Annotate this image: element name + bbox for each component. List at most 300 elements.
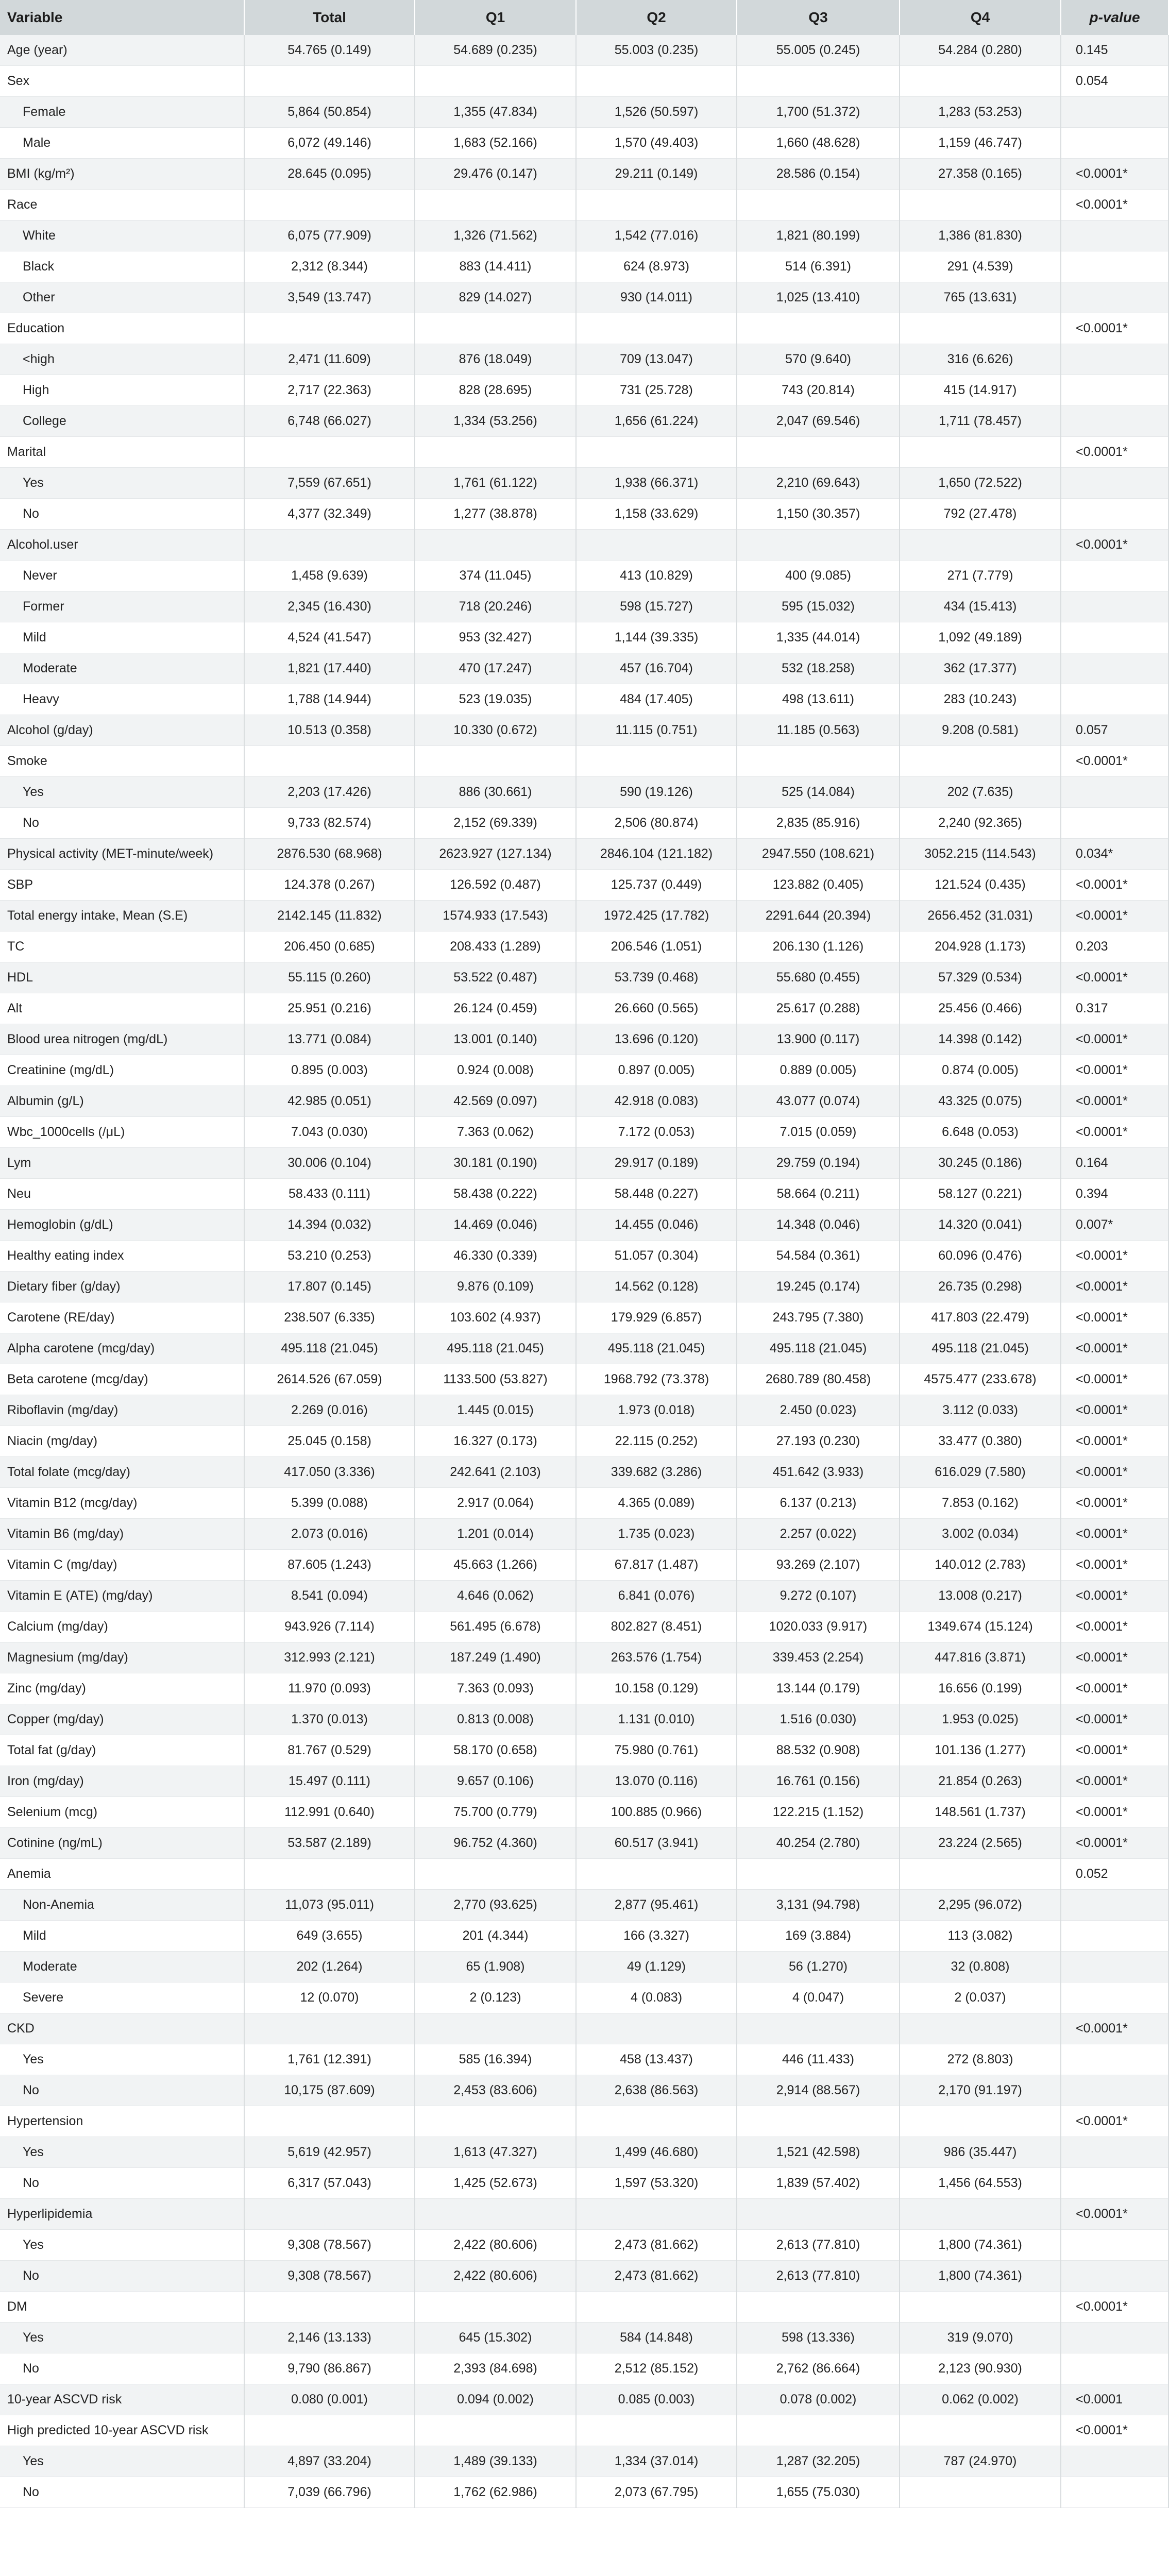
cell-total: 2,471 (11.609)	[244, 344, 415, 375]
cell-q4: 765 (13.631)	[900, 282, 1061, 313]
table-row	[0, 808, 1168, 839]
cell-q2: 14.562 (0.128)	[576, 1272, 737, 1302]
cell-p-value: <0.0001*	[1061, 1024, 1168, 1055]
cell-q3: 25.617 (0.288)	[737, 993, 900, 1024]
cell-total: 81.767 (0.529)	[244, 1735, 415, 1766]
cell-variable: Non-Anemia	[0, 1890, 244, 1921]
cell-variable: CKD	[0, 2013, 244, 2044]
cell-q3: 54.584 (0.361)	[737, 1241, 900, 1272]
cell-p-value: <0.0001*	[1061, 1828, 1168, 1859]
cell-variable: Severe	[0, 1982, 244, 2013]
cell-q3	[737, 746, 900, 777]
cell-q3: 595 (15.032)	[737, 591, 900, 622]
cell-p-value: <0.0001*	[1061, 1333, 1168, 1364]
cell-p-value	[1061, 1890, 1168, 1921]
cell-q1	[415, 66, 576, 97]
cell-p-value	[1061, 128, 1168, 159]
cell-q4	[900, 437, 1061, 468]
cell-q4: 2 (0.037)	[900, 1982, 1061, 2013]
table-row	[0, 2230, 1168, 2261]
cell-q3: 29.759 (0.194)	[737, 1148, 900, 1179]
cell-q4: 14.398 (0.142)	[900, 1024, 1061, 1055]
table-row	[0, 962, 1168, 993]
cell-p-value: <0.0001*	[1061, 2415, 1168, 2446]
cell-q4: 3.002 (0.034)	[900, 1519, 1061, 1550]
cell-q2: 1,144 (39.335)	[576, 622, 737, 653]
cell-p-value: 0.145	[1061, 35, 1168, 66]
cell-q1: 187.249 (1.490)	[415, 1642, 576, 1673]
cell-total: 1,458 (9.639)	[244, 561, 415, 591]
cell-q1: 561.495 (6.678)	[415, 1612, 576, 1642]
cell-variable: Moderate	[0, 653, 244, 684]
cell-variable: Copper (mg/day)	[0, 1704, 244, 1735]
cell-variable: TC	[0, 931, 244, 962]
cell-q2: 1972.425 (17.782)	[576, 901, 737, 931]
cell-q1: 1,613 (47.327)	[415, 2137, 576, 2168]
cell-p-value: 0.052	[1061, 1859, 1168, 1890]
cell-q2: 7.172 (0.053)	[576, 1117, 737, 1148]
cell-p-value	[1061, 2477, 1168, 2508]
cell-p-value: <0.0001*	[1061, 159, 1168, 190]
cell-variable: Sex	[0, 66, 244, 97]
cell-q1: 16.327 (0.173)	[415, 1426, 576, 1457]
cell-variable: Wbc_1000cells (/μL)	[0, 1117, 244, 1148]
cell-q2: 1,158 (33.629)	[576, 499, 737, 530]
cell-variable: No	[0, 2168, 244, 2199]
cell-variable: Age (year)	[0, 35, 244, 66]
cell-total: 3,549 (13.747)	[244, 282, 415, 313]
cell-q3: 1,287 (32.205)	[737, 2446, 900, 2477]
cell-q3: 2,914 (88.567)	[737, 2075, 900, 2106]
cell-q4: 2,123 (90.930)	[900, 2353, 1061, 2384]
cell-p-value	[1061, 1921, 1168, 1952]
cell-q4: 787 (24.970)	[900, 2446, 1061, 2477]
cell-total: 2.073 (0.016)	[244, 1519, 415, 1550]
cell-q2: 2,638 (86.563)	[576, 2075, 737, 2106]
cell-q1: 470 (17.247)	[415, 653, 576, 684]
cell-q4	[900, 190, 1061, 221]
table-row	[0, 2261, 1168, 2292]
cell-q1: 2623.927 (127.134)	[415, 839, 576, 870]
cell-p-value	[1061, 622, 1168, 653]
cell-p-value	[1061, 653, 1168, 684]
cell-total	[244, 2415, 415, 2446]
cell-q4	[900, 1859, 1061, 1890]
cell-q1	[415, 437, 576, 468]
cell-q2: 26.660 (0.565)	[576, 993, 737, 1024]
cell-p-value: <0.0001*	[1061, 746, 1168, 777]
cell-q1: 26.124 (0.459)	[415, 993, 576, 1024]
table-row	[0, 2353, 1168, 2384]
cell-total: 7.043 (0.030)	[244, 1117, 415, 1148]
cell-total: 17.807 (0.145)	[244, 1272, 415, 1302]
cell-q3: 0.078 (0.002)	[737, 2384, 900, 2415]
cell-q3	[737, 190, 900, 221]
cell-q2: 0.897 (0.005)	[576, 1055, 737, 1086]
cell-q1: 4.646 (0.062)	[415, 1581, 576, 1612]
table-row	[0, 684, 1168, 715]
cell-total: 54.765 (0.149)	[244, 35, 415, 66]
cell-variable: Physical activity (MET-minute/week)	[0, 839, 244, 870]
table-row	[0, 2446, 1168, 2477]
cell-q2: 2846.104 (121.182)	[576, 839, 737, 870]
cell-q1: 1,489 (39.133)	[415, 2446, 576, 2477]
cell-q2: 55.003 (0.235)	[576, 35, 737, 66]
cell-p-value: <0.0001*	[1061, 870, 1168, 901]
cell-q2: 166 (3.327)	[576, 1921, 737, 1952]
cell-q4: 2,240 (92.365)	[900, 808, 1061, 839]
cell-p-value: <0.0001*	[1061, 1550, 1168, 1581]
cell-q2	[576, 2415, 737, 2446]
cell-total: 4,377 (32.349)	[244, 499, 415, 530]
cell-q3	[737, 313, 900, 344]
cell-q1: 1,761 (61.122)	[415, 468, 576, 499]
cell-q3: 2,835 (85.916)	[737, 808, 900, 839]
table-row	[0, 66, 1168, 97]
cell-q4: 58.127 (0.221)	[900, 1179, 1061, 1210]
cell-q4: 1,283 (53.253)	[900, 97, 1061, 128]
cell-q1: 65 (1.908)	[415, 1952, 576, 1982]
cell-total: 312.993 (2.121)	[244, 1642, 415, 1673]
table-row	[0, 468, 1168, 499]
cell-total: 2876.530 (68.968)	[244, 839, 415, 870]
cell-q3: 1,821 (80.199)	[737, 221, 900, 251]
cell-total	[244, 66, 415, 97]
cell-q3: 123.882 (0.405)	[737, 870, 900, 901]
cell-p-value	[1061, 2446, 1168, 2477]
cell-q1: 201 (4.344)	[415, 1921, 576, 1952]
cell-p-value	[1061, 2075, 1168, 2106]
cell-p-value: <0.0001*	[1061, 1364, 1168, 1395]
cell-q3	[737, 1859, 900, 1890]
cell-q3: 7.015 (0.059)	[737, 1117, 900, 1148]
cell-q4	[900, 530, 1061, 561]
cell-variable: Anemia	[0, 1859, 244, 1890]
cell-q2: 1,656 (61.224)	[576, 406, 737, 437]
cell-variable: Black	[0, 251, 244, 282]
cell-q3: 446 (11.433)	[737, 2044, 900, 2075]
cell-p-value: 0.317	[1061, 993, 1168, 1024]
cell-total: 14.394 (0.032)	[244, 1210, 415, 1241]
cell-q4	[900, 2415, 1061, 2446]
table-row	[0, 251, 1168, 282]
cell-q2	[576, 313, 737, 344]
cell-q4: 2,170 (91.197)	[900, 2075, 1061, 2106]
cell-q1: 585 (16.394)	[415, 2044, 576, 2075]
cell-q4	[900, 2013, 1061, 2044]
cell-variable: Education	[0, 313, 244, 344]
table-row	[0, 2292, 1168, 2323]
table-row	[0, 2415, 1168, 2446]
cell-total	[244, 530, 415, 561]
cell-p-value: <0.0001*	[1061, 1642, 1168, 1673]
cell-q3: 0.889 (0.005)	[737, 1055, 900, 1086]
cell-p-value: <0.0001*	[1061, 1581, 1168, 1612]
cell-q1: 876 (18.049)	[415, 344, 576, 375]
cell-p-value: 0.057	[1061, 715, 1168, 746]
cell-total: 9,790 (86.867)	[244, 2353, 415, 2384]
cell-q1: 9.657 (0.106)	[415, 1766, 576, 1797]
cell-q4: 0.874 (0.005)	[900, 1055, 1061, 1086]
cell-total	[244, 1859, 415, 1890]
cell-total: 30.006 (0.104)	[244, 1148, 415, 1179]
cell-total: 13.771 (0.084)	[244, 1024, 415, 1055]
cell-total: 112.991 (0.640)	[244, 1797, 415, 1828]
cell-q4: 6.648 (0.053)	[900, 1117, 1061, 1148]
cell-q2	[576, 190, 737, 221]
cell-q1: 103.602 (4.937)	[415, 1302, 576, 1333]
cell-p-value: <0.0001*	[1061, 2292, 1168, 2323]
cell-p-value: <0.0001*	[1061, 437, 1168, 468]
cell-variable: Neu	[0, 1179, 244, 1210]
cell-q4: 417.803 (22.479)	[900, 1302, 1061, 1333]
cell-q2: 179.929 (6.857)	[576, 1302, 737, 1333]
cell-q3: 570 (9.640)	[737, 344, 900, 375]
table-row	[0, 2106, 1168, 2137]
cell-q1: 58.170 (0.658)	[415, 1735, 576, 1766]
cell-total	[244, 313, 415, 344]
cell-q2	[576, 1859, 737, 1890]
cell-q1: 42.569 (0.097)	[415, 1086, 576, 1117]
cell-q4: 316 (6.626)	[900, 344, 1061, 375]
cell-total: 53.210 (0.253)	[244, 1241, 415, 1272]
cell-q1: 1,277 (38.878)	[415, 499, 576, 530]
cell-q1: 75.700 (0.779)	[415, 1797, 576, 1828]
cell-q3: 2,613 (77.810)	[737, 2230, 900, 2261]
header-total: Total	[244, 0, 415, 35]
cell-q1: 29.476 (0.147)	[415, 159, 576, 190]
table-row	[0, 1086, 1168, 1117]
cell-total: 417.050 (3.336)	[244, 1457, 415, 1488]
cell-q4: 3052.215 (114.543)	[900, 839, 1061, 870]
cell-q2: 67.817 (1.487)	[576, 1550, 737, 1581]
cell-q1	[415, 530, 576, 561]
cell-q2: 709 (13.047)	[576, 344, 737, 375]
cell-q4: 60.096 (0.476)	[900, 1241, 1061, 1272]
cell-q4: 495.118 (21.045)	[900, 1333, 1061, 1364]
cell-variable: Blood urea nitrogen (mg/dL)	[0, 1024, 244, 1055]
cell-q4: 121.524 (0.435)	[900, 870, 1061, 901]
cell-q2: 14.455 (0.046)	[576, 1210, 737, 1241]
cell-total: 2,146 (13.133)	[244, 2323, 415, 2353]
cell-q4: 1.953 (0.025)	[900, 1704, 1061, 1735]
cell-q3: 55.005 (0.245)	[737, 35, 900, 66]
cell-q4	[900, 2199, 1061, 2230]
cell-q1	[415, 190, 576, 221]
cell-q4: 1,650 (72.522)	[900, 468, 1061, 499]
table-row	[0, 1766, 1168, 1797]
cell-q3: 27.193 (0.230)	[737, 1426, 900, 1457]
cell-q4: 1,159 (46.747)	[900, 128, 1061, 159]
cell-q3: 13.900 (0.117)	[737, 1024, 900, 1055]
cell-q2: 1.735 (0.023)	[576, 1519, 737, 1550]
cell-variable: Selenium (mcg)	[0, 1797, 244, 1828]
cell-q3: 1,655 (75.030)	[737, 2477, 900, 2508]
cell-total: 2,312 (8.344)	[244, 251, 415, 282]
cell-total	[244, 190, 415, 221]
cell-q4: 1,092 (49.189)	[900, 622, 1061, 653]
cell-q4: 319 (9.070)	[900, 2323, 1061, 2353]
cell-variable: High predicted 10-year ASCVD risk	[0, 2415, 244, 2446]
cell-total: 25.951 (0.216)	[244, 993, 415, 1024]
cell-variable: Mild	[0, 1921, 244, 1952]
cell-variable: Mild	[0, 622, 244, 653]
cell-q3: 532 (18.258)	[737, 653, 900, 684]
table-row	[0, 1828, 1168, 1859]
cell-variable: Calcium (mg/day)	[0, 1612, 244, 1642]
cell-p-value	[1061, 2323, 1168, 2353]
table-row	[0, 1982, 1168, 2013]
cell-q1: 1.445 (0.015)	[415, 1395, 576, 1426]
cell-q1: 242.641 (2.103)	[415, 1457, 576, 1488]
cell-total: 9,308 (78.567)	[244, 2230, 415, 2261]
cell-total: 649 (3.655)	[244, 1921, 415, 1952]
cell-q4: 57.329 (0.534)	[900, 962, 1061, 993]
cell-total: 6,075 (77.909)	[244, 221, 415, 251]
cell-q1: 2,152 (69.339)	[415, 808, 576, 839]
cell-q1: 9.876 (0.109)	[415, 1272, 576, 1302]
cell-q4: 271 (7.779)	[900, 561, 1061, 591]
cell-q4: 1,800 (74.361)	[900, 2230, 1061, 2261]
cell-p-value: <0.0001*	[1061, 530, 1168, 561]
cell-q2: 125.737 (0.449)	[576, 870, 737, 901]
cell-p-value: <0.0001*	[1061, 1673, 1168, 1704]
cell-q3: 40.254 (2.780)	[737, 1828, 900, 1859]
cell-p-value: <0.0001*	[1061, 1055, 1168, 1086]
cell-variable: Hypertension	[0, 2106, 244, 2137]
table-row	[0, 622, 1168, 653]
cell-q3: 58.664 (0.211)	[737, 1179, 900, 1210]
cell-q3: 2,762 (86.664)	[737, 2353, 900, 2384]
cell-q1: 1,326 (71.562)	[415, 221, 576, 251]
cell-variable: Yes	[0, 2323, 244, 2353]
cell-q1: 883 (14.411)	[415, 251, 576, 282]
cell-q3: 9.272 (0.107)	[737, 1581, 900, 1612]
cell-p-value	[1061, 282, 1168, 313]
cell-variable: Vitamin B12 (mcg/day)	[0, 1488, 244, 1519]
cell-q4: 54.284 (0.280)	[900, 35, 1061, 66]
cell-q1: 2,453 (83.606)	[415, 2075, 576, 2106]
cell-q4: 283 (10.243)	[900, 684, 1061, 715]
cell-total: 10,175 (87.609)	[244, 2075, 415, 2106]
cell-q3: 514 (6.391)	[737, 251, 900, 282]
cell-q3: 3,131 (94.798)	[737, 1890, 900, 1921]
cell-p-value	[1061, 344, 1168, 375]
cell-p-value: <0.0001*	[1061, 1488, 1168, 1519]
cell-q4: 23.224 (2.565)	[900, 1828, 1061, 1859]
cell-q4: 30.245 (0.186)	[900, 1148, 1061, 1179]
table-row	[0, 1797, 1168, 1828]
cell-variable: No	[0, 808, 244, 839]
cell-q3: 243.795 (7.380)	[737, 1302, 900, 1333]
cell-q2: 51.057 (0.304)	[576, 1241, 737, 1272]
cell-q1: 58.438 (0.222)	[415, 1179, 576, 1210]
table-row	[0, 1302, 1168, 1333]
cell-q2: 1,334 (37.014)	[576, 2446, 737, 2477]
cell-total: 2614.526 (67.059)	[244, 1364, 415, 1395]
cell-variable: Total fat (g/day)	[0, 1735, 244, 1766]
cell-q3: 11.185 (0.563)	[737, 715, 900, 746]
table-row	[0, 1612, 1168, 1642]
cell-q2: 2,512 (85.152)	[576, 2353, 737, 2384]
cell-total: 53.587 (2.189)	[244, 1828, 415, 1859]
cell-q3: 2,210 (69.643)	[737, 468, 900, 499]
cell-q4: 415 (14.917)	[900, 375, 1061, 406]
cell-q1: 495.118 (21.045)	[415, 1333, 576, 1364]
cell-total: 4,897 (33.204)	[244, 2446, 415, 2477]
cell-q3: 743 (20.814)	[737, 375, 900, 406]
cell-variable: Magnesium (mg/day)	[0, 1642, 244, 1673]
cell-q3	[737, 2199, 900, 2230]
header-q4: Q4	[900, 0, 1061, 35]
cell-q3: 525 (14.084)	[737, 777, 900, 808]
cell-q3: 2,047 (69.546)	[737, 406, 900, 437]
cell-total: 1,761 (12.391)	[244, 2044, 415, 2075]
cell-p-value	[1061, 2044, 1168, 2075]
cell-total: 5.399 (0.088)	[244, 1488, 415, 1519]
cell-q2: 100.885 (0.966)	[576, 1797, 737, 1828]
cell-q1	[415, 2292, 576, 2323]
cell-p-value: <0.0001*	[1061, 1735, 1168, 1766]
cell-variable: Vitamin C (mg/day)	[0, 1550, 244, 1581]
cell-p-value: <0.0001*	[1061, 1086, 1168, 1117]
cell-q3: 498 (13.611)	[737, 684, 900, 715]
cell-q1: 1,762 (62.986)	[415, 2477, 576, 2508]
cell-total: 2,717 (22.363)	[244, 375, 415, 406]
cell-q4: 43.325 (0.075)	[900, 1086, 1061, 1117]
cell-p-value: <0.0001*	[1061, 1704, 1168, 1735]
cell-p-value: <0.0001*	[1061, 1519, 1168, 1550]
cell-q1: 953 (32.427)	[415, 622, 576, 653]
table-row	[0, 1488, 1168, 1519]
table-row	[0, 777, 1168, 808]
cell-q2	[576, 2106, 737, 2137]
cell-q3: 1.516 (0.030)	[737, 1704, 900, 1735]
cell-q1: 1,355 (47.834)	[415, 97, 576, 128]
cell-q4: 26.735 (0.298)	[900, 1272, 1061, 1302]
cell-q1	[415, 1859, 576, 1890]
cell-p-value	[1061, 2137, 1168, 2168]
cell-variable: Yes	[0, 2044, 244, 2075]
cell-total: 2.269 (0.016)	[244, 1395, 415, 1426]
cell-variable: Alt	[0, 993, 244, 1024]
cell-total: 206.450 (0.685)	[244, 931, 415, 962]
table-body	[0, 35, 1168, 2508]
table-row	[0, 715, 1168, 746]
cell-q1: 0.924 (0.008)	[415, 1055, 576, 1086]
cell-q3	[737, 2415, 900, 2446]
cell-p-value: <0.0001*	[1061, 1457, 1168, 1488]
cell-variable: Vitamin E (ATE) (mg/day)	[0, 1581, 244, 1612]
cell-q2: 1968.792 (73.378)	[576, 1364, 737, 1395]
header-variable: Variable	[0, 0, 244, 35]
cell-q4: 362 (17.377)	[900, 653, 1061, 684]
table-row	[0, 35, 1168, 66]
cell-p-value: <0.0001	[1061, 2384, 1168, 2415]
cell-q1: 30.181 (0.190)	[415, 1148, 576, 1179]
header-q1: Q1	[415, 0, 576, 35]
cell-q1	[415, 2199, 576, 2230]
table-row	[0, 375, 1168, 406]
cell-p-value	[1061, 97, 1168, 128]
cell-q2: 2,473 (81.662)	[576, 2261, 737, 2292]
cell-total: 2,345 (16.430)	[244, 591, 415, 622]
table-row	[0, 653, 1168, 684]
cell-q1: 14.469 (0.046)	[415, 1210, 576, 1241]
table-row	[0, 931, 1168, 962]
cell-q2: 53.739 (0.468)	[576, 962, 737, 993]
table-row	[0, 128, 1168, 159]
